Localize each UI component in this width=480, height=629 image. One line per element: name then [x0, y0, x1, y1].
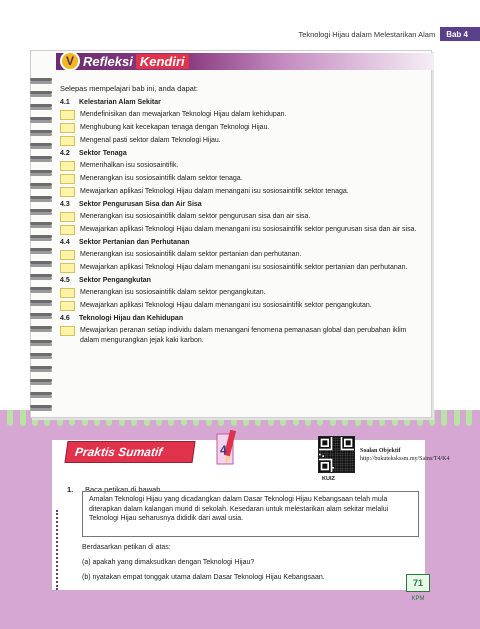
refleksi-title [60, 50, 189, 72]
spiral-ring [30, 353, 52, 356]
section-heading [60, 315, 425, 322]
checklist-text: Menghubung kait kecekapan tenaga dengan Teknologi Hijau. [80, 124, 270, 131]
checkbox[interactable] [60, 301, 75, 311]
checklist-text: Mengenal pasti sektor dalam Teknologi Hijau. [80, 137, 221, 144]
refleksi-title-part2: Kendiri [136, 54, 189, 69]
spiral-ring [30, 274, 52, 277]
publisher-label: KPM [411, 596, 425, 602]
spiral-ring [30, 130, 52, 133]
spiral-ring [30, 209, 52, 212]
spiral-ring [30, 405, 52, 408]
checkbox[interactable] [60, 110, 75, 120]
checklist-item [60, 250, 425, 260]
qr-code-icon[interactable] [318, 436, 355, 473]
spiral-ring [30, 366, 52, 369]
checkbox[interactable] [60, 161, 75, 171]
checklist-text: Menerangkan isu sosiosaintifik dalam sektor pengangkutan. [80, 289, 266, 296]
checklist-text: Menerangkan isu sosiosaintifik dalam sektor pertanian dan perhutanan. [80, 251, 302, 258]
section-title: Sektor Tenaga [79, 150, 127, 157]
refleksi-title-part1: Refleksi [83, 53, 133, 69]
page-number: 71 [406, 574, 430, 592]
soalan-url[interactable]: http://bukutekskssm.my/Sains/T4/K4 [360, 455, 450, 462]
section-heading [60, 150, 425, 157]
decorative-tab [441, 410, 447, 426]
question-number: 1. [67, 485, 74, 494]
checkbox[interactable] [60, 123, 75, 133]
spiral-ring [30, 261, 52, 264]
spiral-ring [30, 170, 52, 173]
question-part-b: (b) nyatakan empat tonggak utama dalam Dasar Teknologi Hijau Kebangsaan. [82, 574, 325, 581]
soalan-objektif [360, 448, 450, 463]
section-number: 4.1 [60, 99, 70, 106]
checklist-text: Mewajarkan aplikasi Teknologi Hijau dalam menangani isu sosiosaintifik sektor pengurusan sisa dan air sisa. [80, 226, 417, 233]
checklist-item [60, 123, 425, 133]
checklist-text: Mewajarkan aplikasi Teknologi Hijau dalam menangani isu sosiosaintifik sektor pengangkutan. [80, 302, 372, 309]
checklist-text: Menerangkan isu sosiosaintifik dalam sektor tenaga. [80, 175, 243, 182]
spiral-ring [30, 287, 52, 290]
checklist-text: Mendefinisikan dan mewajarkan Teknologi Hijau dalam kehidupan. [80, 111, 287, 118]
notebook-spiral [30, 78, 60, 408]
checklist-item [60, 174, 425, 184]
spiral-ring [30, 392, 52, 395]
section-number: 4.6 [60, 315, 70, 322]
question-prompt: Berdasarkan petikan di atas: [82, 544, 171, 551]
checkbox[interactable] [60, 225, 75, 235]
spiral-ring [30, 340, 52, 343]
spiral-ring [30, 78, 52, 81]
section-number: 4.3 [60, 201, 70, 208]
spiral-ring [30, 300, 52, 303]
spiral-ring [30, 91, 52, 94]
spiral-ring [30, 248, 52, 251]
section-heading [60, 239, 425, 246]
question-part-a: (a) apakah yang dimaksudkan dengan Teknologi Hijau? [82, 559, 255, 566]
praktis-sumatif-banner [64, 441, 195, 463]
decorative-tab [20, 410, 26, 426]
section-title: Sektor Pertanian dan Perhutanan [79, 239, 190, 246]
checklist-item [60, 263, 425, 273]
section-title: Teknologi Hijau dan Kehidupan [79, 315, 184, 322]
spiral-ring [30, 326, 52, 329]
section-title: Sektor Pengangkutan [79, 277, 151, 284]
spiral-ring [30, 222, 52, 225]
checklist-item [60, 288, 425, 298]
soalan-title: Soalan Objektif [360, 448, 401, 454]
question-text: Baca petikan di bawah. [85, 485, 163, 494]
checklist-text: Memerihalkan isu sosiosaintifik. [80, 162, 179, 169]
checklist-text: Mewajarkan aplikasi Teknologi Hijau dalam menangani isu sosiosaintifik sektor pertanian dan perhutanan. [80, 264, 408, 271]
refleksi-content [60, 84, 425, 348]
praktis-badge-number: 4 [220, 443, 227, 457]
checklist-item [60, 110, 425, 120]
decorative-tab [466, 410, 472, 426]
spiral-ring [30, 313, 52, 316]
pencil-book-icon [215, 430, 239, 470]
running-head-title: Teknologi Hijau dalam Melestarikan Alam [298, 29, 436, 39]
checkbox[interactable] [60, 288, 75, 298]
section-heading [60, 201, 425, 208]
checkbox[interactable] [60, 136, 75, 146]
checklist-item [60, 326, 425, 345]
spiral-ring [30, 235, 52, 238]
section-number: 4.5 [60, 277, 70, 284]
checkbox[interactable] [60, 250, 75, 260]
spiral-ring [30, 156, 52, 159]
section-number: 4.2 [60, 150, 70, 157]
dotted-margin [56, 510, 59, 590]
spiral-ring [30, 379, 52, 382]
kuiz-label: KUIZ [322, 476, 335, 482]
checklist-item [60, 225, 425, 235]
checklist-item [60, 187, 425, 197]
section-heading [60, 99, 425, 106]
checkbox[interactable] [60, 187, 75, 197]
section-title: Kelestarian Alam Sekitar [79, 99, 161, 106]
checklist-item [60, 161, 425, 171]
spiral-ring [30, 196, 52, 199]
decorative-tab [7, 410, 13, 426]
checklist-text: Mewajarkan aplikasi Teknologi Hijau dalam menangani isu sosiosaintifik sektor tenaga. [80, 188, 349, 195]
checklist-text: Mewajarkan peranan setiap individu dalam menangani fenomena pemanasan global dan perubahan iklim dalam mengurangkan jejak kaki karbon. [80, 327, 407, 344]
praktis-title: Praktis Sumatif [74, 445, 164, 459]
checklist-item [60, 301, 425, 311]
checklist-item [60, 136, 425, 146]
checklist-text: Menerangkan isu sosiosaintifik dalam sektor pengurusan sisa dan air sisa. [80, 213, 311, 220]
spiral-ring [30, 117, 52, 120]
checklist-item [60, 212, 425, 222]
check-badge-icon: V [60, 51, 80, 71]
checkbox[interactable] [60, 174, 75, 184]
section-number: 4.4 [60, 239, 70, 246]
refleksi-sections [60, 99, 425, 345]
refleksi-intro: Selepas mempelajari bab ini, anda dapat: [60, 84, 199, 93]
spiral-ring [30, 143, 52, 146]
quote-box: Amalan Teknologi Hijau yang dicadangkan dalam Dasar Teknologi Hijau Kebangsaan telah mula diterapkan dalam kalangan murid di sekolah. Kesedaran untuk melestarikan alam sekitar melalui Teknologi Hijau seharusnya dididik dari awal usia. [82, 491, 419, 537]
spiral-ring [30, 183, 52, 186]
running-head [298, 27, 480, 41]
section-title: Sektor Pengurusan Sisa dan Air Sisa [79, 201, 202, 208]
checkbox[interactable] [60, 326, 75, 336]
checkbox[interactable] [60, 263, 75, 273]
spiral-ring [30, 104, 52, 107]
decorative-tab [454, 410, 460, 426]
checkbox[interactable] [60, 212, 75, 222]
section-heading [60, 277, 425, 284]
chapter-tab: Bab 4 [440, 27, 480, 41]
